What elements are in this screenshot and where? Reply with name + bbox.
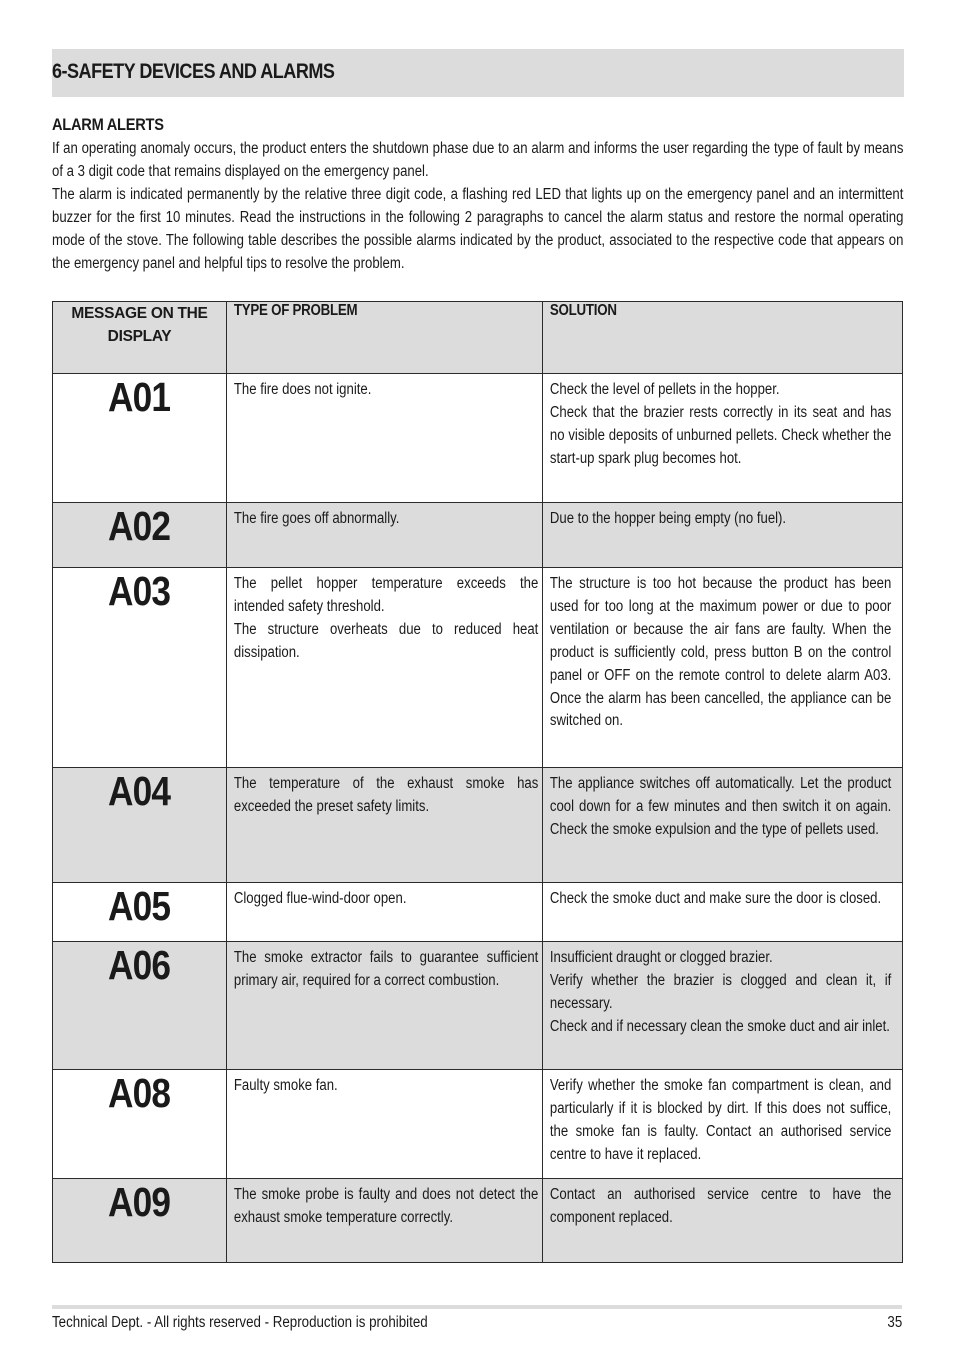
problem-text: The structure overheats due to reduced heat dissipation. [233,620,539,661]
solution-cell [543,768,903,883]
problem-text: The smoke probe is faulty and does not detect the exhaust smoke temperature correctly. [233,1186,539,1226]
solution-cell [543,503,903,568]
code-cell [53,374,227,503]
code-cell [53,883,227,942]
table-row [53,942,903,1070]
table-row [53,1070,903,1179]
alarm-code: A03 [108,568,171,614]
alarm-code: A02 [108,503,171,549]
intro-text [52,138,903,275]
solution-cell [543,374,903,503]
alarm-code: A08 [108,1070,171,1116]
solution-text: Verify whether the brazier is clogged and clean it, if necessary. [549,971,892,1012]
solution-cell [543,1179,903,1263]
solution-text: Contact an authorised service centre to have the component replaced. [549,1186,892,1226]
problem-text: Faulty smoke fan. [233,1077,338,1094]
alarm-alerts-heading: ALARM ALERTS [52,115,164,134]
problem-text: Clogged flue-wind-door open. [233,890,407,907]
solution-text: Check that the brazier rests correctly in its seat and has no visible deposits of unburned pellets. Check whether the start-up spark plug becomes hot. [549,403,892,467]
solution-text: Insufficient draught or clogged brazier. [549,949,773,966]
code-cell [53,1070,227,1179]
table-row [53,1179,903,1263]
problem-cell [227,1179,543,1263]
intro-paragraph: If an operating anomaly occurs, the product enters the shutdown phase due to an alarm and informs the user regarding the type of fault by means of a 3 digit code that remains displayed on the emergency panel. [52,140,904,180]
code-cell [53,568,227,768]
solution-cell [543,883,903,942]
solution-text: Check and if necessary clean the smoke duct and air inlet. [549,1017,890,1035]
table-row [53,568,903,768]
table-header-row [53,302,903,374]
header-message: MESSAGE ON THE DISPLAY [53,302,227,374]
solution-text: Verify whether the smoke fan compartment is clean, and particularly if it is blocked by dirt. If this does not suffice, the smoke fan is faulty. Contact an authorised service centre to have it replaced. [549,1077,892,1163]
code-cell [53,942,227,1070]
problem-text: The temperature of the exhaust smoke has exceeded the preset safety limits. [233,775,539,815]
problem-text: The pellet hopper temperature exceeds the intended safety threshold. [233,575,539,615]
problem-cell [227,568,543,768]
alarm-table [52,301,903,1263]
problem-text: The fire does not ignite. [233,381,372,398]
problem-cell [227,1070,543,1179]
solution-cell [543,568,903,768]
problem-cell [227,503,543,568]
alarm-code: A01 [108,374,171,420]
solution-text: Check the smoke duct and make sure the door is closed. [549,890,882,907]
alarm-code: A05 [108,883,171,929]
code-cell [53,768,227,883]
solution-cell [543,1070,903,1179]
solution-text: Check the level of pellets in the hopper. [549,381,780,398]
footer-rule [52,1305,902,1309]
problem-text: The fire goes off abnormally. [233,510,400,527]
solution-text: The structure is too hot because the product has been used for too long at the maximum power or due to poor ventilation or because the air fans are faulty. When the product is sufficiently cold, press button B on the control panel or OFF on the remote control to delete alarm A03. Once the alarm has been cancelled, the appliance can be switched on. [549,575,892,730]
problem-text: The smoke extractor fails to guarantee sufficient primary air, required for a correct combustion. [233,949,539,989]
problem-cell [227,942,543,1070]
problem-cell [227,374,543,503]
alarm-code: A06 [108,942,171,988]
header-problem: TYPE OF PROBLEM [227,302,543,374]
code-cell [53,1179,227,1263]
solution-text: Due to the hopper being empty (no fuel). [549,510,787,527]
solution-cell [543,942,903,1070]
problem-cell [227,768,543,883]
table-row [53,503,903,568]
problem-cell [227,883,543,942]
table-row [53,883,903,942]
section-header-bar [52,49,904,97]
alarm-code: A09 [108,1179,171,1225]
header-solution: SOLUTION [543,302,903,374]
section-title: 6-SAFETY DEVICES AND ALARMS [52,60,335,83]
page-number: 35 [887,1314,902,1331]
table-row [53,374,903,503]
alarm-code: A04 [108,768,171,814]
code-cell [53,503,227,568]
table-row [53,768,903,883]
solution-text: The appliance switches off automatically. Let the product cool down for a few minutes and then switch it on again. Check the smoke expulsion and the type of pellets used. [549,775,892,838]
footer-copyright: Technical Dept. - All rights reserved - Reproduction is prohibited [52,1314,428,1331]
intro-paragraph: The alarm is indicated permanently by the relative three digit code, a flashing red LED that lights up on the emergency panel and an intermittent buzzer for the first 10 minutes. Read the instructions in the following 2 paragraphs to cancel the alarm status and restore the normal operating mode of the stove. The following table describes the possible alarms indicated by the product, associated to the respective code that appears on the emergency panel and helpful tips to resolve the problem. [52,185,904,272]
